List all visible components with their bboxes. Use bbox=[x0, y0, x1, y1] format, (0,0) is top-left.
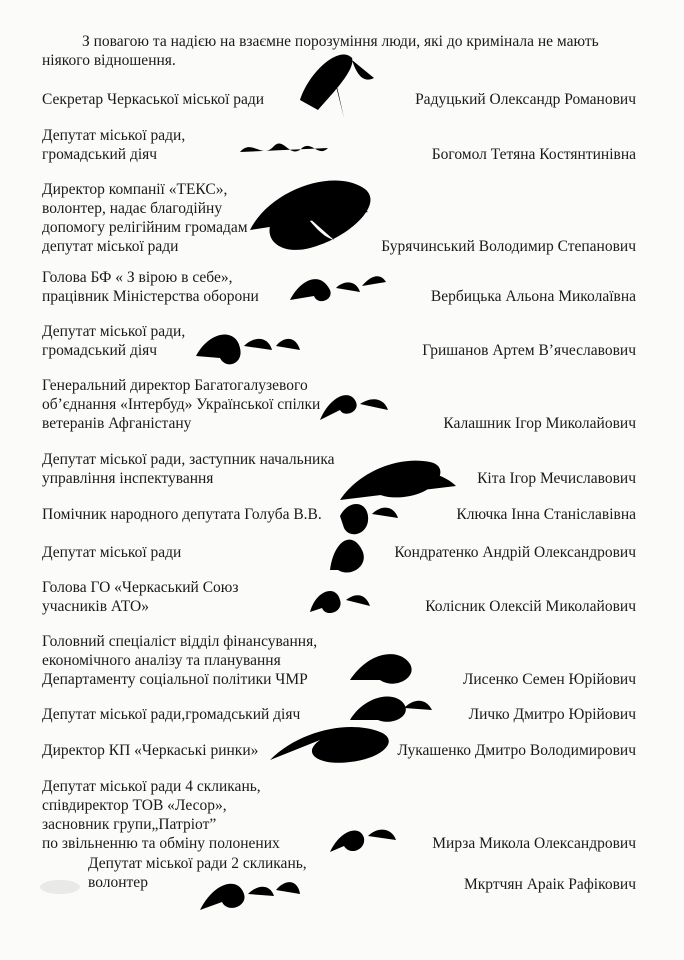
signatory-name: Лукашенко Дмитро Володимирович bbox=[397, 742, 636, 759]
signature-kondratenko bbox=[330, 540, 364, 596]
signatory-position: Директор КП «Черкаські ринки» bbox=[42, 742, 259, 759]
signatory-name: Мирза Микола Олександрович bbox=[432, 835, 636, 852]
signatory-position: Голова БФ « З вірою в себе», працівник Міністерства оборони bbox=[42, 269, 259, 305]
intro-line-2: ніякого відношення. bbox=[42, 52, 176, 69]
signatory-name: Кондратенко Андрій Олександрович bbox=[394, 544, 636, 561]
signatory-position: Директор компанії «ТЕКС», волонтер, надає благодійну допомогу релігійним громадам депутат міської ради bbox=[42, 181, 248, 255]
signatory-name: Кіта Ігор Мечиславович bbox=[477, 470, 636, 487]
signatory-name: Лисенко Семен Юрійович bbox=[462, 671, 636, 688]
signature-lukashenko bbox=[270, 727, 389, 763]
signatory-name: Калашник Ігор Миколайович bbox=[443, 415, 636, 432]
signature-myrza bbox=[330, 830, 396, 852]
signatory-position: Депутат міської ради 2 скликань, волонтер bbox=[88, 855, 307, 891]
signatory-position: Генеральний директор Багатогалузевого об’єднання «Інтербуд» Української спілки ветеранів Афганістану bbox=[42, 377, 321, 432]
signatory-position: Депутат міської ради bbox=[42, 544, 182, 561]
signature-kolisnyk bbox=[310, 591, 370, 613]
signatory-name: Колісник Олексій Миколайович bbox=[425, 598, 636, 615]
signature-mkrtchian bbox=[200, 882, 300, 910]
signatory-position: Помічник народного депутата Голуба В.В. bbox=[42, 506, 322, 523]
signature-kita bbox=[340, 461, 456, 500]
signature-lysenko bbox=[350, 654, 412, 690]
signatory-position: Депутат міської ради, заступник начальника управління інспектування bbox=[42, 451, 335, 487]
signature-bohomol bbox=[240, 143, 360, 152]
signatory-name: Радуцький Олександр Романович bbox=[415, 91, 636, 108]
signatory-position: Депутат міської ради 4 скликань, співдиректор ТОВ «Лесор», засновник групи„Патріот” по звільненню та обміну полонених bbox=[42, 778, 280, 852]
signatory-position: Голова ГО «Черкаський Союз учасників АТО» bbox=[42, 579, 239, 615]
signatory-name: Бурячинський Володимир Степанович bbox=[381, 238, 636, 255]
signature-buriachynskyi bbox=[250, 180, 370, 249]
signature-verbytska bbox=[290, 276, 386, 301]
scan-smudge bbox=[40, 880, 80, 894]
signatory-name: Ключка Інна Станіславівна bbox=[456, 506, 636, 523]
signatory-name: Вербицька Альона Миколаївна bbox=[430, 288, 636, 305]
signatory-position: Депутат міської ради,громадський діяч bbox=[42, 706, 301, 723]
signatory-position: Головний спеціаліст відділ фінансування, економічного аналізу та планування Департаменту соціальної політики ЧМР bbox=[42, 633, 318, 688]
signatory-position: Депутат міської ради, громадський діяч bbox=[42, 127, 186, 163]
signatory-name: Мкртчян Араік Рафікович bbox=[463, 876, 636, 893]
signatory-name: Гришанов Артем В’ячеславович bbox=[422, 342, 636, 359]
signature-hryshanov bbox=[196, 335, 300, 365]
signature-radutskyi bbox=[300, 54, 374, 118]
intro-line-1: З повагою та надією на взаємне порозуміння люди, які до кримінала не мають bbox=[82, 33, 599, 50]
signature-kliuchka bbox=[340, 504, 398, 534]
signature-kalashnyk bbox=[320, 386, 398, 420]
signatory-name: Богомол Тетяна Костянтинівна bbox=[431, 146, 636, 163]
signature-lychko bbox=[350, 697, 432, 722]
signatory-name: Личко Дмитро Юрійович bbox=[468, 706, 636, 723]
signatory-position: Депутат міської ради, громадський діяч bbox=[42, 323, 186, 359]
signatory-position: Секретар Черкаської міської ради bbox=[42, 91, 265, 108]
